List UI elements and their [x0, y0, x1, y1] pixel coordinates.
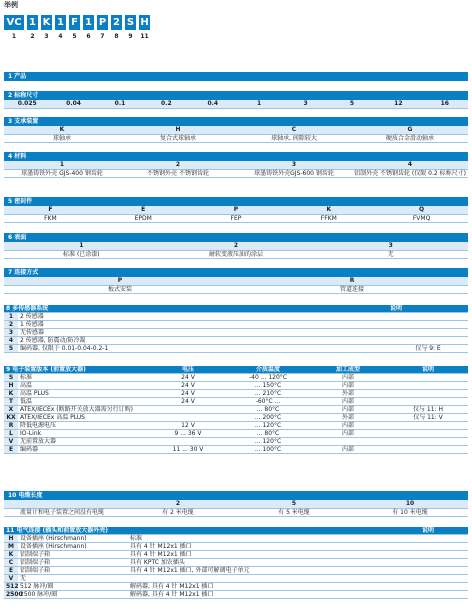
voltage [148, 438, 228, 446]
cable-code: 5 [236, 500, 352, 508]
table-row [4, 583, 468, 591]
section-header: 2 标称尺寸 [4, 91, 468, 100]
voltage: 9 ... 36 V [148, 430, 228, 438]
option-note: 仅与 9: E [388, 345, 468, 353]
option-note [388, 321, 468, 329]
empty-cell [388, 543, 468, 551]
code-letter: F [69, 15, 80, 30]
table-row [4, 446, 468, 454]
code-position: 8 [114, 33, 119, 40]
option-text: 设备插座 (Hirschmann) [18, 543, 128, 551]
code-letter: VC [4, 15, 24, 30]
option-code: X [4, 406, 18, 414]
medium-temp: ... 80°C [228, 430, 308, 438]
seal-label: EPDM [97, 214, 190, 222]
medium-temp: ... 150°C [228, 382, 308, 390]
option-code: M [4, 543, 18, 551]
surface-label: 耐软变液压油的涂层 [159, 250, 314, 258]
section-header: 1 产品 [4, 72, 468, 81]
code-segment [55, 15, 66, 40]
code-position: 4 [58, 33, 63, 40]
note-header: 说明 [388, 305, 468, 313]
code-position: 3 [44, 33, 49, 40]
processing: 内部 [308, 422, 388, 430]
surface-code: 2 [159, 242, 314, 250]
code-letter: P [98, 17, 107, 28]
seal-label: FKM [4, 214, 97, 222]
cable-label: 有 10 米电缆 [352, 508, 468, 516]
cable-label: 有 2 米电缆 [120, 508, 236, 516]
option-text: 2500 脉冲/圈 [18, 591, 128, 599]
option-note: 仅与 11: V [388, 414, 468, 422]
cable-code: 10 [352, 500, 468, 508]
code-letter: S [126, 17, 135, 28]
code-segment [111, 15, 122, 40]
size-value: 0.4 [190, 100, 236, 108]
material-code: 1 [4, 161, 120, 169]
bearing-label: 复合式球轴承 [120, 134, 236, 142]
table-row [4, 321, 468, 329]
option-text: 标准 [18, 374, 148, 382]
surface-code: 1 [4, 242, 159, 250]
option-note [388, 438, 468, 446]
option-note: 标准 [128, 535, 388, 543]
option-note [388, 446, 468, 454]
bearing-label: 球轴承, 间隙较大 [236, 134, 352, 142]
code-letter: 1 [83, 15, 94, 30]
seal-code: P [190, 206, 283, 214]
table-row [4, 390, 468, 398]
bearing-code: H [120, 126, 236, 134]
connection-label: 板式安装 [4, 285, 236, 293]
table-row [4, 575, 468, 583]
size-value: 12 [375, 100, 421, 108]
code-position: 6 [86, 33, 91, 40]
option-note: 仅与 11: H [388, 406, 468, 414]
processing: 内部 [308, 374, 388, 382]
option-code: 3 [4, 329, 18, 337]
connection-label: 管道连接 [236, 285, 468, 293]
section-seal [4, 197, 468, 223]
code-position: 7 [100, 33, 105, 40]
code-letter: 1 [55, 15, 66, 30]
table-row [4, 414, 468, 422]
processing: 内部 [308, 398, 388, 406]
option-note [128, 575, 388, 583]
voltage: 24 V [148, 374, 228, 382]
option-note: 具有 4 针 M12x1 插口 [128, 551, 388, 559]
table-row [4, 591, 468, 599]
bearing-code: C [236, 126, 352, 134]
size-value: 3 [282, 100, 328, 108]
example-title: 举例 [4, 1, 18, 9]
code-segment [27, 15, 38, 40]
voltage: 24 V [148, 398, 228, 406]
option-code: H [4, 382, 18, 390]
option-code: 5 [4, 345, 18, 353]
option-note: 具有 4 针 M12x1 插口 [128, 543, 388, 551]
column-header: 电压 [148, 366, 228, 374]
code-position: 5 [72, 33, 77, 40]
code-position: 9 [128, 33, 133, 40]
seal-label: FFKM [282, 214, 375, 222]
voltage: 24 V [148, 390, 228, 398]
option-text: 2 传感器 [18, 313, 388, 321]
surface-code: 3 [313, 242, 468, 250]
seal-code: F [4, 206, 97, 214]
option-note: 解码器, 具有 4 针 M12x1 插口 [128, 583, 388, 591]
option-text: 512 脉冲/圈 [18, 583, 128, 591]
bearing-label: 硬质合金滑动轴承 [352, 134, 468, 142]
table-row [4, 535, 468, 543]
option-code: L [4, 430, 18, 438]
bearing-label: 球轴承 [4, 134, 120, 142]
option-code: 1 [4, 313, 18, 321]
column-header: 说明 [388, 366, 468, 374]
table-row [4, 543, 468, 551]
option-code: S [4, 374, 18, 382]
size-value: 0.1 [97, 100, 143, 108]
option-code: C [4, 559, 18, 567]
section-surface [4, 233, 468, 259]
option-code: KX [4, 414, 18, 422]
option-text: 降低电源电压 [18, 422, 148, 430]
material-code: 4 [352, 161, 468, 169]
option-text: 无传感器 [18, 329, 388, 337]
table-row [4, 313, 468, 321]
bearing-code: G [352, 126, 468, 134]
section-header: 7 连接方式 [4, 268, 468, 277]
seal-code: E [97, 206, 190, 214]
option-code: 2 [4, 321, 18, 329]
section-connection [4, 268, 468, 294]
voltage: 11 ... 30 V [148, 446, 228, 454]
option-code: V [4, 575, 18, 583]
voltage [148, 406, 228, 414]
option-note [388, 374, 468, 382]
option-code: 2500 [6, 591, 23, 598]
section-header: 10 电缆长度 [4, 491, 468, 500]
medium-temp: ... 100°C [228, 446, 308, 454]
order-code [4, 15, 153, 40]
size-value: 0.04 [50, 100, 96, 108]
code-letter: 2 [111, 15, 122, 30]
section-header: 11 电气连接 (插头和前置放大器外壳) [4, 527, 388, 535]
option-text: 编码器 [18, 446, 148, 454]
section-header: 6 表面 [4, 233, 468, 242]
cable-blank [4, 500, 120, 508]
empty-cell [388, 591, 468, 599]
code-position: 11 [140, 33, 149, 40]
section-header: 9 电子装置版本 (前置放大器) [4, 366, 148, 374]
table-row [4, 345, 468, 353]
option-code: E [4, 446, 18, 454]
option-text: 铝制端子箱 [18, 559, 128, 567]
option-text: 1 传感器 [18, 321, 388, 329]
code-segment [139, 15, 150, 40]
processing: 内部 [308, 382, 388, 390]
seal-label: FEP [190, 214, 283, 222]
material-label: 不锈钢外壳 不锈钢齿轮 [120, 169, 236, 177]
connection-code: R [236, 277, 468, 285]
option-code: K [4, 551, 18, 559]
code-letter: 1 [27, 15, 38, 30]
size-value: 16 [422, 100, 468, 108]
code-segment [97, 15, 108, 40]
option-note: 具有 KPTC 加农插头 [128, 559, 388, 567]
cable-code: 2 [120, 500, 236, 508]
option-note: 具有 4 针 M12x1 插口, 外部可解调电子单元 [128, 567, 388, 575]
option-code: R [4, 422, 18, 430]
table-row [4, 329, 468, 337]
section-header: 8 多传感器系统 [4, 305, 388, 313]
medium-temp: ... 200°C [228, 414, 308, 422]
option-note [388, 313, 468, 321]
option-code: 512 [6, 583, 19, 590]
option-text: 2 传感器, 防震动/防冷凝 [18, 337, 388, 345]
material-label: 铝制外壳 不锈钢齿轮 (仅限 0.2 标称尺寸) [352, 169, 468, 177]
material-code: 2 [120, 161, 236, 169]
table-row [4, 382, 468, 390]
empty-cell [388, 535, 468, 543]
medium-temp: ... 120°C [228, 422, 308, 430]
option-note [388, 390, 468, 398]
code-segment [4, 15, 24, 40]
processing [308, 438, 388, 446]
empty-cell [388, 567, 468, 575]
option-code: H [4, 535, 18, 543]
code-position: 1 [11, 33, 17, 40]
bearing-code: K [4, 126, 120, 134]
table-row [4, 398, 468, 406]
empty-cell [388, 583, 468, 591]
section-electronics [4, 366, 468, 454]
code-segment [41, 15, 52, 40]
section-cable-length [4, 491, 468, 517]
voltage [148, 414, 228, 422]
section-nominal-size [4, 91, 468, 109]
option-text: 无前置放大器 [18, 438, 148, 446]
seal-label: FVMQ [375, 214, 468, 222]
material-label: 球墨铸铁外壳 GJS-400 钢齿轮 [4, 169, 120, 177]
size-value: 0.2 [143, 100, 189, 108]
cable-label: 有 5 米电缆 [236, 508, 352, 516]
processing: 内部 [308, 406, 388, 414]
option-code: T [4, 398, 18, 406]
table-row [4, 567, 468, 575]
option-text: 铝制端子箱 [18, 551, 128, 559]
medium-temp: ... 120°C [228, 438, 308, 446]
processing: 外部 [308, 390, 388, 398]
option-text: 低温 [18, 398, 148, 406]
section-header: 4 材料 [4, 152, 468, 161]
section-header: 5 密封件 [4, 197, 468, 206]
code-segment [83, 15, 94, 40]
voltage: 12 V [148, 422, 228, 430]
option-text: ATEX/IECEx 高温 PLUS [18, 414, 148, 422]
option-note: 解码器, 具有 4 针 M12x1 插口 [128, 591, 388, 599]
table-row [4, 337, 468, 345]
code-segment [69, 15, 80, 40]
table-row [4, 559, 468, 567]
option-code: V [4, 438, 18, 446]
surface-label: 无 [313, 250, 468, 258]
empty-cell [388, 575, 468, 583]
connection-code: P [4, 277, 236, 285]
section-product [4, 72, 468, 81]
table-row [4, 406, 468, 414]
option-text: IO-Link [18, 430, 148, 438]
cable-label: 流量计和电子装置之间没有电缆 [4, 508, 120, 516]
code-letter: K [42, 17, 51, 28]
medium-temp: -60°C ... [228, 398, 308, 406]
processing: 内部 [308, 430, 388, 438]
medium-temp: ... 80°C [228, 406, 308, 414]
seal-code: Q [375, 206, 468, 214]
option-text: 铝制端子箱 [18, 567, 128, 575]
option-code: E [4, 567, 18, 575]
medium-temp: ... 210°C [228, 390, 308, 398]
empty-cell [388, 559, 468, 567]
voltage: 24 V [148, 382, 228, 390]
table-row [4, 374, 468, 382]
section-multisensor [4, 305, 468, 353]
option-text: 无 [18, 575, 128, 583]
table-row [4, 438, 468, 446]
column-header: 介质温度 [228, 366, 308, 374]
option-text: ATEX/IECEx (断路开关放大器需另行订购) [18, 406, 148, 414]
option-text: 设备插座 (Hirschmann) [18, 535, 128, 543]
material-label: 球墨铸铁外壳GJS-600 钢齿轮 [236, 169, 352, 177]
code-position: 2 [30, 33, 35, 40]
option-note [388, 382, 468, 390]
option-code: K [4, 390, 18, 398]
table-row [4, 551, 468, 559]
option-note [388, 329, 468, 337]
section-bearing [4, 117, 468, 143]
processing: 内部 [308, 446, 388, 454]
table-row [4, 430, 468, 438]
option-text: 编码器, 仅限于 0.01-0.04-0.2-1 [18, 345, 388, 353]
option-note [388, 337, 468, 345]
material-code: 3 [236, 161, 352, 169]
surface-label: 标准 (已涂漆) [4, 250, 159, 258]
processing: 外部 [308, 414, 388, 422]
option-code: 4 [4, 337, 18, 345]
size-value: 1 [236, 100, 282, 108]
section-header: 3 支承装置 [4, 117, 468, 126]
medium-temp: -40 ... 120°C [228, 374, 308, 382]
size-value: 5 [329, 100, 375, 108]
option-text: 高温 PLUS [18, 390, 148, 398]
code-letter: H [140, 17, 149, 28]
option-note [388, 430, 468, 438]
code-segment [125, 15, 136, 40]
option-note [388, 422, 468, 430]
column-header: 加工成型 [308, 366, 388, 374]
section-electrical-connection [4, 527, 468, 599]
option-note [388, 398, 468, 406]
size-value: 0.025 [4, 100, 50, 108]
option-text: 高温 [18, 382, 148, 390]
seal-code: K [282, 206, 375, 214]
note-header: 说明 [388, 527, 468, 535]
section-material [4, 152, 468, 178]
table-row [4, 422, 468, 430]
empty-cell [388, 551, 468, 559]
